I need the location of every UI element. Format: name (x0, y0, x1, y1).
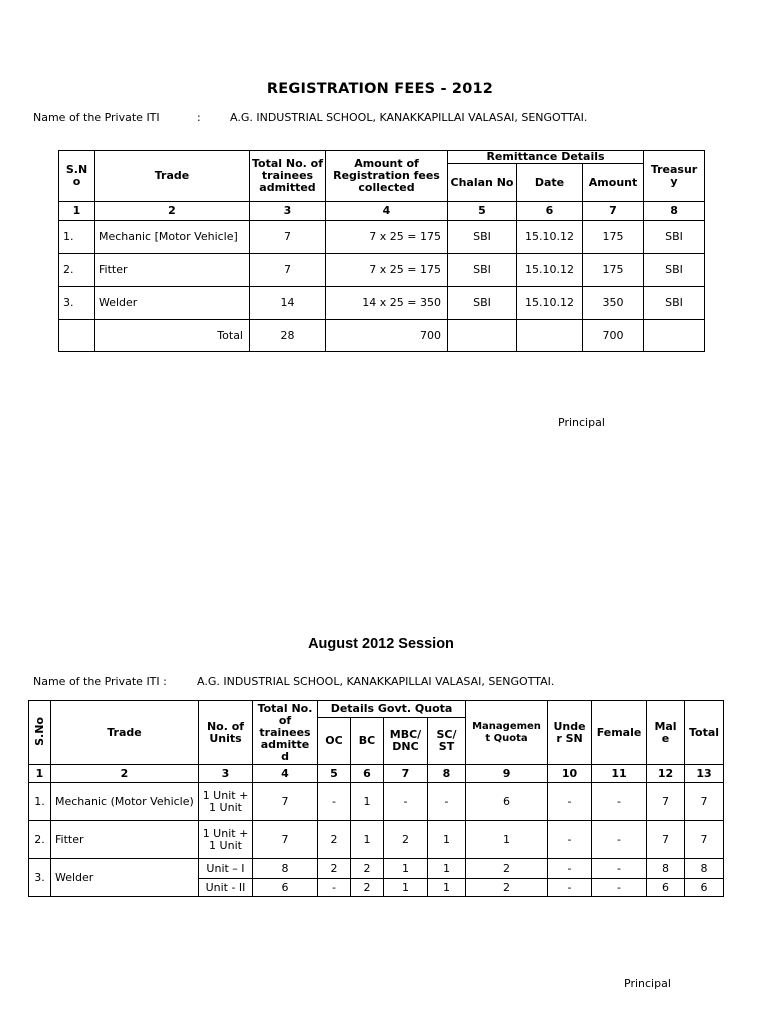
total-label: Total (95, 320, 250, 352)
table-row (29, 859, 724, 879)
col-num: 4 (253, 765, 318, 783)
header-amount-collected: Amount of Registration fees collected (326, 151, 448, 202)
row-oc: - (318, 879, 351, 897)
header-trade-2: Trade (51, 701, 199, 765)
row-total: 8 (685, 859, 724, 879)
row-management: 2 (466, 879, 548, 897)
col-num: 4 (326, 202, 448, 221)
col-num: 7 (384, 765, 428, 783)
row-date: 15.10.12 (517, 221, 583, 254)
col-num: 11 (592, 765, 647, 783)
col-num: 9 (466, 765, 548, 783)
row-amount: 14 x 25 = 350 (326, 287, 448, 320)
row-trainees: 7 (250, 254, 326, 287)
row-female: - (592, 859, 647, 879)
row-date: 15.10.12 (517, 287, 583, 320)
header-date: Date (517, 164, 583, 202)
iti-name-label: Name of the Private ITI (33, 111, 160, 124)
col-num: 8 (428, 765, 466, 783)
header-remittance-details: Remittance Details (448, 151, 644, 164)
row-trade: Mechanic (Motor Vehicle) (51, 783, 199, 821)
row-trade: Mechanic [Motor Vehicle] (95, 221, 250, 254)
col-num: 7 (583, 202, 644, 221)
row-trainees: 6 (253, 879, 318, 897)
col-num: 12 (647, 765, 685, 783)
row-sno: 1. (29, 783, 51, 821)
row-amount: 7 x 25 = 175 (326, 221, 448, 254)
row-sno: 1. (59, 221, 95, 254)
row-under-sn: - (548, 821, 592, 859)
header-chalan-no: Chalan No (448, 164, 517, 202)
total-chalan-empty (448, 320, 517, 352)
row-male: 6 (647, 879, 685, 897)
column-number-row (59, 202, 705, 221)
principal-signature-label-2: Principal (624, 977, 671, 990)
august-session-table (28, 700, 724, 897)
col-num: 3 (199, 765, 253, 783)
col-num: 5 (318, 765, 351, 783)
row-female: - (592, 783, 647, 821)
header-male: Mal e (647, 701, 685, 765)
row-date: 15.10.12 (517, 254, 583, 287)
row-treasury: SBI (644, 221, 705, 254)
total-row (59, 320, 705, 352)
row-trade: Welder (51, 859, 199, 897)
col-num: 5 (448, 202, 517, 221)
row-chalan: SBI (448, 254, 517, 287)
iti-name-colon: : (197, 111, 201, 124)
table-row (59, 221, 705, 254)
header-sc-st: SC/ ST (428, 718, 466, 765)
header-total: Total (685, 701, 724, 765)
row-management: 6 (466, 783, 548, 821)
table-row (59, 254, 705, 287)
row-bc: 1 (351, 783, 384, 821)
header-total-trainees-2: Total No. of trainees admitte d (253, 701, 318, 765)
iti-name-value-2: A.G. INDUSTRIAL SCHOOL, KANAKKAPILLAI VALASAI, SENGOTTAI. (197, 675, 555, 688)
header-sno: S.N o (59, 151, 95, 202)
row-total: 7 (685, 783, 724, 821)
row-under-sn: - (548, 879, 592, 897)
row-sno: 2. (59, 254, 95, 287)
header-total-trainees: Total No. of trainees admitted (250, 151, 326, 202)
row-sno: 3. (59, 287, 95, 320)
row-oc: 2 (318, 859, 351, 879)
row-chalan: SBI (448, 287, 517, 320)
row-amount2: 175 (583, 221, 644, 254)
iti-name-label-2: Name of the Private ITI : (33, 675, 167, 688)
row-amount2: 175 (583, 254, 644, 287)
header-units: No. of Units (199, 701, 253, 765)
row-male: 8 (647, 859, 685, 879)
table-row (29, 821, 724, 859)
row-mbc: - (384, 783, 428, 821)
table-row (29, 783, 724, 821)
row-units: 1 Unit + 1 Unit (199, 783, 253, 821)
col-num: 1 (59, 202, 95, 221)
header-govt-quota: Details Govt. Quota (318, 701, 466, 718)
row-units: 1 Unit + 1 Unit (199, 821, 253, 859)
row-oc: 2 (318, 821, 351, 859)
header-treasury: Treasur y (644, 151, 705, 202)
col-num: 6 (351, 765, 384, 783)
row-mbc: 2 (384, 821, 428, 859)
column-number-row-2 (29, 765, 724, 783)
row-amount: 7 x 25 = 175 (326, 254, 448, 287)
col-num: 13 (685, 765, 724, 783)
row-under-sn: - (548, 783, 592, 821)
row-male: 7 (647, 821, 685, 859)
row-amount2: 350 (583, 287, 644, 320)
row-units: Unit – I (199, 859, 253, 879)
registration-fees-table (58, 150, 705, 352)
col-num: 2 (95, 202, 250, 221)
row-management: 1 (466, 821, 548, 859)
row-scst: - (428, 783, 466, 821)
row-sno: 3. (29, 859, 51, 897)
row-treasury: SBI (644, 287, 705, 320)
row-chalan: SBI (448, 221, 517, 254)
row-trainees: 14 (250, 287, 326, 320)
total-amount: 700 (326, 320, 448, 352)
header-female: Female (592, 701, 647, 765)
row-scst: 1 (428, 859, 466, 879)
header-bc: BC (351, 718, 384, 765)
header-under-sn: Unde r SN (548, 701, 592, 765)
row-trainees: 7 (250, 221, 326, 254)
table-row (59, 287, 705, 320)
col-num: 3 (250, 202, 326, 221)
header-sno-2-text: S.No (32, 716, 46, 746)
col-num: 6 (517, 202, 583, 221)
col-num: 2 (51, 765, 199, 783)
row-trainees: 8 (253, 859, 318, 879)
row-total: 6 (685, 879, 724, 897)
row-male: 7 (647, 783, 685, 821)
header-management-quota: Managemen t Quota (466, 701, 548, 765)
row-under-sn: - (548, 859, 592, 879)
total-trainees: 28 (250, 320, 326, 352)
header-trade: Trade (95, 151, 250, 202)
header-amount: Amount (583, 164, 644, 202)
col-num: 10 (548, 765, 592, 783)
row-bc: 2 (351, 879, 384, 897)
row-bc: 1 (351, 821, 384, 859)
row-trade: Fitter (51, 821, 199, 859)
col-num: 8 (644, 202, 705, 221)
col-num: 1 (29, 765, 51, 783)
row-mbc: 1 (384, 879, 428, 897)
total-amount2: 700 (583, 320, 644, 352)
row-management: 2 (466, 859, 548, 879)
row-treasury: SBI (644, 254, 705, 287)
registration-fees-title: REGISTRATION FEES - 2012 (266, 81, 494, 97)
row-trainees: 7 (253, 821, 318, 859)
row-scst: 1 (428, 879, 466, 897)
header-sno-2 (29, 701, 51, 765)
row-trade: Welder (95, 287, 250, 320)
principal-signature-label: Principal (558, 416, 605, 429)
row-scst: 1 (428, 821, 466, 859)
row-total: 7 (685, 821, 724, 859)
row-female: - (592, 821, 647, 859)
total-sno-empty (59, 320, 95, 352)
row-trade: Fitter (95, 254, 250, 287)
iti-name-value: A.G. INDUSTRIAL SCHOOL, KANAKKAPILLAI VALASAI, SENGOTTAI. (230, 111, 588, 124)
total-date-empty (517, 320, 583, 352)
august-session-title: August 2012 Session (308, 636, 454, 652)
row-female: - (592, 879, 647, 897)
row-mbc: 1 (384, 859, 428, 879)
header-oc: OC (318, 718, 351, 765)
row-units: Unit - II (199, 879, 253, 897)
row-trainees: 7 (253, 783, 318, 821)
row-bc: 2 (351, 859, 384, 879)
row-sno: 2. (29, 821, 51, 859)
header-mbc-dnc: MBC/ DNC (384, 718, 428, 765)
row-oc: - (318, 783, 351, 821)
total-treasury-empty (644, 320, 705, 352)
